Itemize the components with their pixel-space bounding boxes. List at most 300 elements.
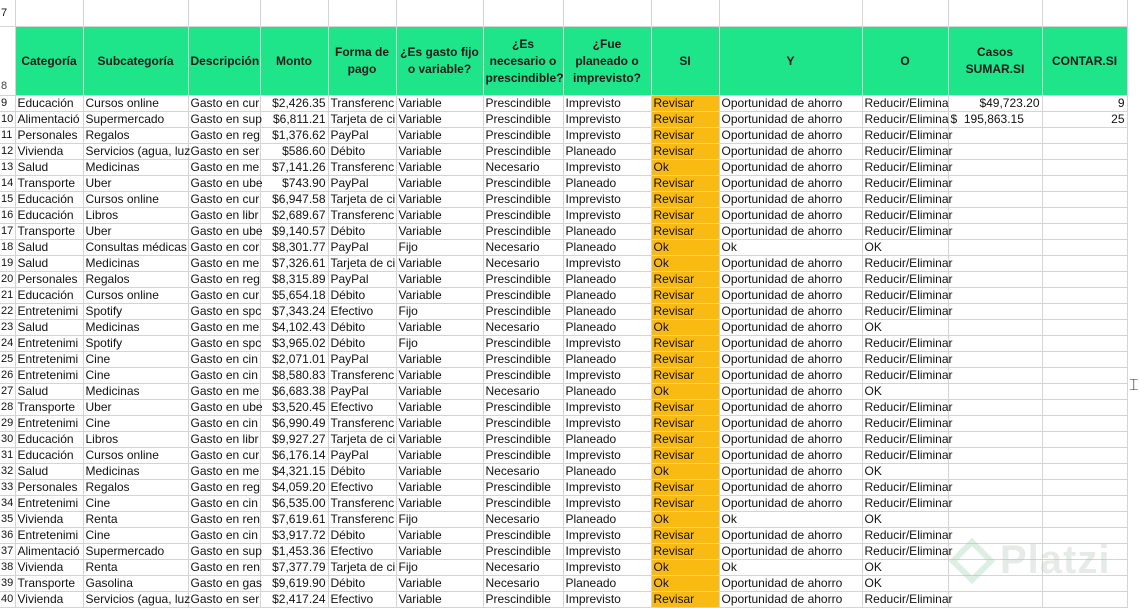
cell-necesario-prescindible[interactable]: Necesario — [483, 560, 563, 576]
cell-fijo-variable[interactable]: Variable — [396, 224, 483, 240]
cell-y[interactable]: Oportunidad de ahorro — [719, 336, 862, 352]
cell-forma-de-pago[interactable]: Débito — [328, 464, 396, 480]
cell-fijo-variable[interactable]: Variable — [396, 208, 483, 224]
cell-descripcion[interactable]: Gasto en cur — [188, 448, 260, 464]
cell-monto[interactable]: $2,417.24 — [260, 592, 328, 608]
cell-si[interactable]: Ok — [651, 256, 719, 272]
cell-forma-de-pago[interactable]: Efectivo — [328, 480, 396, 496]
cell[interactable] — [83, 0, 188, 27]
cell-planeado-imprevisto[interactable]: Imprevisto — [563, 496, 651, 512]
cell-monto[interactable]: $8,301.77 — [260, 240, 328, 256]
cell-o[interactable]: Reducir/Elimina — [862, 96, 948, 112]
cell-y[interactable]: Oportunidad de ahorro — [719, 272, 862, 288]
cell-contar-si[interactable] — [1042, 592, 1127, 608]
cell-sumar-si[interactable] — [948, 496, 1042, 512]
cell-monto[interactable]: $9,927.27 — [260, 432, 328, 448]
cell-contar-si[interactable] — [1042, 240, 1127, 256]
cell-descripcion[interactable]: Gasto en cin — [188, 496, 260, 512]
cell-monto[interactable]: $1,376.62 — [260, 128, 328, 144]
cell-categoria[interactable]: Transporte — [15, 224, 83, 240]
cell-y[interactable]: Oportunidad de ahorro — [719, 416, 862, 432]
cell-monto[interactable]: $5,654.18 — [260, 288, 328, 304]
cell-necesario-prescindible[interactable]: Necesario — [483, 240, 563, 256]
cell-contar-si[interactable] — [1042, 256, 1127, 272]
cell-forma-de-pago[interactable]: PayPal — [328, 128, 396, 144]
cell-contar-si[interactable] — [1042, 512, 1127, 528]
cell-subcategoria[interactable]: Spotify — [83, 336, 188, 352]
cell-monto[interactable]: $8,315.89 — [260, 272, 328, 288]
cell-planeado-imprevisto[interactable]: Imprevisto — [563, 208, 651, 224]
cell-si[interactable]: Ok — [651, 160, 719, 176]
cell-o[interactable]: OK — [862, 240, 948, 256]
row-number[interactable]: 33 — [0, 480, 15, 496]
cell-descripcion[interactable]: Gasto en ube — [188, 224, 260, 240]
cell-forma-de-pago[interactable]: Débito — [328, 336, 396, 352]
cell-descripcion[interactable]: Gasto en cur — [188, 96, 260, 112]
cell-monto[interactable]: $6,535.00 — [260, 496, 328, 512]
cell-sumar-si[interactable] — [948, 416, 1042, 432]
row-number[interactable]: 30 — [0, 432, 15, 448]
cell-sumar-si[interactable] — [948, 368, 1042, 384]
cell-y[interactable]: Oportunidad de ahorro — [719, 496, 862, 512]
cell-y[interactable]: Oportunidad de ahorro — [719, 464, 862, 480]
cell-planeado-imprevisto[interactable]: Imprevisto — [563, 448, 651, 464]
cell-si[interactable]: Revisar — [651, 336, 719, 352]
cell-categoria[interactable]: Personales — [15, 128, 83, 144]
cell-fijo-variable[interactable]: Fijo — [396, 240, 483, 256]
cell-planeado-imprevisto[interactable]: Planeado — [563, 240, 651, 256]
row-number[interactable]: 15 — [0, 192, 15, 208]
cell[interactable] — [188, 0, 260, 27]
cell-planeado-imprevisto[interactable]: Planeado — [563, 512, 651, 528]
row-number[interactable]: 31 — [0, 448, 15, 464]
cell-forma-de-pago[interactable]: Débito — [328, 576, 396, 592]
cell-planeado-imprevisto[interactable]: Planeado — [563, 272, 651, 288]
row-number[interactable]: 24 — [0, 336, 15, 352]
cell-si[interactable]: Revisar — [651, 304, 719, 320]
cell-forma-de-pago[interactable]: Transferenc — [328, 208, 396, 224]
cell-forma-de-pago[interactable]: Transferenc — [328, 160, 396, 176]
cell-planeado-imprevisto[interactable]: Imprevisto — [563, 544, 651, 560]
cell-subcategoria[interactable]: Cursos online — [83, 448, 188, 464]
cell-sumar-si[interactable] — [948, 464, 1042, 480]
cell-descripcion[interactable]: Gasto en ser — [188, 592, 260, 608]
cell-subcategoria[interactable]: Regalos — [83, 128, 188, 144]
cell-categoria[interactable]: Vivienda — [15, 560, 83, 576]
cell-forma-de-pago[interactable]: PayPal — [328, 176, 396, 192]
cell-sumar-si[interactable] — [948, 480, 1042, 496]
cell-forma-de-pago[interactable]: Efectivo — [328, 400, 396, 416]
cell-subcategoria[interactable]: Cine — [83, 496, 188, 512]
cell-o[interactable]: Reducir/Eliminar — [862, 160, 948, 176]
cell-monto[interactable]: $2,426.35 — [260, 96, 328, 112]
cell-fijo-variable[interactable]: Variable — [396, 112, 483, 128]
cell-fijo-variable[interactable]: Variable — [396, 432, 483, 448]
cell-si[interactable]: Ok — [651, 240, 719, 256]
cell-descripcion[interactable]: Gasto en me — [188, 160, 260, 176]
cell-o[interactable]: Reducir/Eliminar — [862, 528, 948, 544]
cell-sumar-si[interactable] — [948, 176, 1042, 192]
cell-si[interactable]: Revisar — [651, 128, 719, 144]
header-casos-sumar-si[interactable]: Casos SUMAR.SI — [948, 27, 1042, 96]
cell-planeado-imprevisto[interactable]: Planeado — [563, 224, 651, 240]
cell-y[interactable]: Oportunidad de ahorro — [719, 256, 862, 272]
cell-descripcion[interactable]: Gasto en ren — [188, 560, 260, 576]
cell-necesario-prescindible[interactable]: Prescindible — [483, 528, 563, 544]
cell-y[interactable]: Oportunidad de ahorro — [719, 176, 862, 192]
cell-sumar-si[interactable] — [948, 144, 1042, 160]
cell-fijo-variable[interactable]: Fijo — [396, 512, 483, 528]
cell-contar-si[interactable] — [1042, 320, 1127, 336]
cell-o[interactable]: OK — [862, 560, 948, 576]
cell-y[interactable]: Oportunidad de ahorro — [719, 528, 862, 544]
row-number[interactable]: 40 — [0, 592, 15, 608]
cell-si[interactable]: Revisar — [651, 592, 719, 608]
cell-fijo-variable[interactable]: Variable — [396, 96, 483, 112]
cell-subcategoria[interactable]: Renta — [83, 512, 188, 528]
cell-fijo-variable[interactable]: Variable — [396, 496, 483, 512]
cell-contar-si[interactable] — [1042, 128, 1127, 144]
cell-si[interactable]: Revisar — [651, 224, 719, 240]
cell-descripcion[interactable]: Gasto en cin — [188, 416, 260, 432]
cell-necesario-prescindible[interactable]: Prescindible — [483, 544, 563, 560]
cell-y[interactable]: Oportunidad de ahorro — [719, 592, 862, 608]
header-y[interactable]: Y — [719, 27, 862, 96]
cell-y[interactable]: Oportunidad de ahorro — [719, 128, 862, 144]
header-planeado-imprevisto[interactable]: ¿Fue planeado o imprevisto? — [563, 27, 651, 96]
cell-contar-si[interactable] — [1042, 496, 1127, 512]
header-monto[interactable]: Monto — [260, 27, 328, 96]
cell-categoria[interactable]: Educación — [15, 432, 83, 448]
cell-forma-de-pago[interactable]: Transferenc — [328, 416, 396, 432]
cell-planeado-imprevisto[interactable]: Imprevisto — [563, 400, 651, 416]
cell-monto[interactable]: $1,453.36 — [260, 544, 328, 560]
cell-fijo-variable[interactable]: Variable — [396, 464, 483, 480]
cell-o[interactable]: OK — [862, 464, 948, 480]
cell-sumar-si[interactable] — [948, 400, 1042, 416]
cell-fijo-variable[interactable]: Variable — [396, 288, 483, 304]
cell-si[interactable]: Ok — [651, 384, 719, 400]
cell-fijo-variable[interactable]: Variable — [396, 144, 483, 160]
cell-fijo-variable[interactable]: Variable — [396, 176, 483, 192]
cell-o[interactable]: Reducir/Eliminar — [862, 304, 948, 320]
cell-fijo-variable[interactable]: Variable — [396, 368, 483, 384]
cell-sumar-si[interactable] — [948, 384, 1042, 400]
cell-categoria[interactable]: Salud — [15, 384, 83, 400]
cell-monto[interactable]: $3,520.45 — [260, 400, 328, 416]
cell-descripcion[interactable]: Gasto en reg — [188, 272, 260, 288]
cell-contar-si[interactable] — [1042, 480, 1127, 496]
cell-categoria[interactable]: Educación — [15, 192, 83, 208]
cell-o[interactable]: Reducir/Eliminar — [862, 352, 948, 368]
cell-forma-de-pago[interactable]: Transferenc — [328, 368, 396, 384]
cell-subcategoria[interactable]: Medicinas — [83, 384, 188, 400]
cell-contar-si[interactable] — [1042, 464, 1127, 480]
cell-necesario-prescindible[interactable]: Prescindible — [483, 224, 563, 240]
cell-categoria[interactable]: Educación — [15, 288, 83, 304]
cell-fijo-variable[interactable]: Variable — [396, 128, 483, 144]
cell-si[interactable]: Ok — [651, 576, 719, 592]
cell-categoria[interactable]: Entretenimi — [15, 416, 83, 432]
cell-categoria[interactable]: Entretenimi — [15, 368, 83, 384]
cell-y[interactable]: Ok — [719, 240, 862, 256]
cell-planeado-imprevisto[interactable]: Planeado — [563, 384, 651, 400]
row-number[interactable]: 32 — [0, 464, 15, 480]
cell-forma-de-pago[interactable]: PayPal — [328, 384, 396, 400]
header-contar-si[interactable]: CONTAR.SI — [1042, 27, 1127, 96]
cell-sumar-si[interactable] — [948, 592, 1042, 608]
cell-si[interactable]: Revisar — [651, 480, 719, 496]
cell-planeado-imprevisto[interactable]: Imprevisto — [563, 528, 651, 544]
row-number[interactable]: 25 — [0, 352, 15, 368]
cell-subcategoria[interactable]: Supermercado — [83, 544, 188, 560]
cell-categoria[interactable]: Entretenimi — [15, 496, 83, 512]
cell-forma-de-pago[interactable]: Débito — [328, 320, 396, 336]
cell-y[interactable]: Oportunidad de ahorro — [719, 448, 862, 464]
cell-o[interactable]: Reducir/Eliminar — [862, 416, 948, 432]
cell-monto[interactable]: $7,377.79 — [260, 560, 328, 576]
cell-sumar-si[interactable] — [948, 512, 1042, 528]
cell-categoria[interactable]: Vivienda — [15, 144, 83, 160]
cell-monto[interactable]: $4,059.20 — [260, 480, 328, 496]
cell-sumar-si[interactable] — [948, 288, 1042, 304]
header-fijo-variable[interactable]: ¿Es gasto fijo o variable? — [396, 27, 483, 96]
cell-fijo-variable[interactable]: Variable — [396, 544, 483, 560]
cell-y[interactable]: Oportunidad de ahorro — [719, 96, 862, 112]
cell-monto[interactable]: $3,965.02 — [260, 336, 328, 352]
cell-descripcion[interactable]: Gasto en me — [188, 384, 260, 400]
cell-categoria[interactable]: Entretenimi — [15, 304, 83, 320]
cell-descripcion[interactable]: Gasto en cin — [188, 528, 260, 544]
cell-forma-de-pago[interactable]: Transferenc — [328, 512, 396, 528]
cell-descripcion[interactable]: Gasto en me — [188, 464, 260, 480]
cell-monto[interactable]: $6,947.58 — [260, 192, 328, 208]
cell-necesario-prescindible[interactable]: Prescindible — [483, 96, 563, 112]
cell-contar-si[interactable] — [1042, 432, 1127, 448]
row-number[interactable]: 14 — [0, 176, 15, 192]
cell-descripcion[interactable]: Gasto en cin — [188, 352, 260, 368]
cell-sumar-si[interactable] — [948, 240, 1042, 256]
cell-fijo-variable[interactable]: Variable — [396, 528, 483, 544]
cell-y[interactable]: Oportunidad de ahorro — [719, 224, 862, 240]
cell-si[interactable]: Revisar — [651, 544, 719, 560]
cell-subcategoria[interactable]: Medicinas — [83, 256, 188, 272]
cell-planeado-imprevisto[interactable]: Planeado — [563, 464, 651, 480]
cell-contar-si[interactable] — [1042, 368, 1127, 384]
cell-y[interactable]: Oportunidad de ahorro — [719, 288, 862, 304]
cell-necesario-prescindible[interactable]: Prescindible — [483, 480, 563, 496]
cell-categoria[interactable]: Transporte — [15, 576, 83, 592]
row-number[interactable]: 17 — [0, 224, 15, 240]
cell-o[interactable]: Reducir/Eliminar — [862, 432, 948, 448]
row-number[interactable]: 39 — [0, 576, 15, 592]
cell-y[interactable]: Oportunidad de ahorro — [719, 304, 862, 320]
cell-subcategoria[interactable]: Cursos online — [83, 192, 188, 208]
cell-categoria[interactable]: Personales — [15, 480, 83, 496]
cell-fijo-variable[interactable]: Variable — [396, 592, 483, 608]
cell-planeado-imprevisto[interactable]: Imprevisto — [563, 480, 651, 496]
cell-sumar-si[interactable] — [948, 336, 1042, 352]
cell-forma-de-pago[interactable]: Efectivo — [328, 544, 396, 560]
cell-necesario-prescindible[interactable]: Prescindible — [483, 128, 563, 144]
cell-descripcion[interactable]: Gasto en gas — [188, 576, 260, 592]
cell-si[interactable]: Revisar — [651, 272, 719, 288]
cell-si[interactable]: Revisar — [651, 144, 719, 160]
cell-sumar-si[interactable] — [948, 304, 1042, 320]
cell-fijo-variable[interactable]: Variable — [396, 480, 483, 496]
cell-subcategoria[interactable]: Servicios (agua, luz — [83, 592, 188, 608]
header-subcategoria[interactable]: Subcategoría — [83, 27, 188, 96]
cell-descripcion[interactable]: Gasto en reg — [188, 480, 260, 496]
row-number[interactable]: 23 — [0, 320, 15, 336]
cell-fijo-variable[interactable]: Variable — [396, 400, 483, 416]
cell-si[interactable]: Revisar — [651, 368, 719, 384]
cell-si[interactable]: Revisar — [651, 192, 719, 208]
cell-si[interactable]: Ok — [651, 560, 719, 576]
cell-fijo-variable[interactable]: Variable — [396, 256, 483, 272]
cell-contar-si[interactable] — [1042, 176, 1127, 192]
cell[interactable] — [260, 0, 328, 27]
cell-planeado-imprevisto[interactable]: Imprevisto — [563, 336, 651, 352]
cell-fijo-variable[interactable]: Variable — [396, 448, 483, 464]
cell-subcategoria[interactable]: Cursos online — [83, 96, 188, 112]
cell-monto[interactable]: $3,917.72 — [260, 528, 328, 544]
cell-necesario-prescindible[interactable]: Prescindible — [483, 592, 563, 608]
cell-contar-si[interactable] — [1042, 304, 1127, 320]
cell-descripcion[interactable]: Gasto en cur — [188, 288, 260, 304]
cell-o[interactable]: Reducir/Eliminar — [862, 288, 948, 304]
cell-o[interactable]: OK — [862, 384, 948, 400]
cell-categoria[interactable]: Alimentació — [15, 544, 83, 560]
cell-necesario-prescindible[interactable]: Prescindible — [483, 368, 563, 384]
cell-planeado-imprevisto[interactable]: Planeado — [563, 304, 651, 320]
cell-sumar-si[interactable] — [948, 128, 1042, 144]
cell-forma-de-pago[interactable]: Tarjeta de ci — [328, 560, 396, 576]
cell-o[interactable]: Reducir/Eliminar — [862, 448, 948, 464]
cell-descripcion[interactable]: Gasto en reg — [188, 128, 260, 144]
cell[interactable] — [396, 0, 483, 27]
cell-y[interactable]: Oportunidad de ahorro — [719, 480, 862, 496]
cell-si[interactable]: Revisar — [651, 400, 719, 416]
row-number[interactable]: 19 — [0, 256, 15, 272]
cell-planeado-imprevisto[interactable]: Planeado — [563, 432, 651, 448]
header-o[interactable]: O — [862, 27, 948, 96]
cell-fijo-variable[interactable]: Fijo — [396, 560, 483, 576]
cell-contar-si[interactable] — [1042, 192, 1127, 208]
cell-fijo-variable[interactable]: Fijo — [396, 304, 483, 320]
cell-y[interactable]: Oportunidad de ahorro — [719, 320, 862, 336]
cell-sumar-si[interactable] — [948, 208, 1042, 224]
cell-subcategoria[interactable]: Spotify — [83, 304, 188, 320]
cell-y[interactable]: Oportunidad de ahorro — [719, 112, 862, 128]
cell-si[interactable]: Revisar — [651, 448, 719, 464]
cell-contar-si[interactable] — [1042, 272, 1127, 288]
cell-sumar-si[interactable]: $ 195,863.15 — [948, 112, 1042, 128]
cell-descripcion[interactable]: Gasto en ser — [188, 144, 260, 160]
cell-categoria[interactable]: Salud — [15, 320, 83, 336]
cell-forma-de-pago[interactable]: Tarjeta de ci — [328, 256, 396, 272]
cell-o[interactable]: Reducir/Eliminar — [862, 480, 948, 496]
cell-si[interactable]: Revisar — [651, 96, 719, 112]
cell-necesario-prescindible[interactable]: Prescindible — [483, 400, 563, 416]
row-number[interactable]: 21 — [0, 288, 15, 304]
cell-si[interactable]: Revisar — [651, 432, 719, 448]
cell-categoria[interactable]: Transporte — [15, 176, 83, 192]
cell-monto[interactable]: $4,102.43 — [260, 320, 328, 336]
cell-monto[interactable]: $6,811.21 — [260, 112, 328, 128]
cell-planeado-imprevisto[interactable]: Imprevisto — [563, 560, 651, 576]
cell-categoria[interactable]: Entretenimi — [15, 352, 83, 368]
cell-monto[interactable]: $6,176.14 — [260, 448, 328, 464]
cell-o[interactable]: Reducir/Eliminar — [862, 592, 948, 608]
cell-sumar-si[interactable] — [948, 256, 1042, 272]
cell-subcategoria[interactable]: Consultas médicas — [83, 240, 188, 256]
row-number[interactable]: 11 — [0, 128, 15, 144]
row-number[interactable]: 29 — [0, 416, 15, 432]
cell-contar-si[interactable] — [1042, 384, 1127, 400]
cell-y[interactable]: Oportunidad de ahorro — [719, 576, 862, 592]
cell-descripcion[interactable]: Gasto en libr — [188, 208, 260, 224]
cell-sumar-si[interactable] — [948, 224, 1042, 240]
cell-o[interactable]: Reducir/Eliminar — [862, 272, 948, 288]
row-number[interactable]: 22 — [0, 304, 15, 320]
cell-y[interactable]: Oportunidad de ahorro — [719, 368, 862, 384]
cell[interactable] — [651, 0, 719, 27]
row-number[interactable]: 7 — [0, 0, 15, 27]
cell-subcategoria[interactable]: Medicinas — [83, 160, 188, 176]
cell-fijo-variable[interactable]: Variable — [396, 192, 483, 208]
cell-o[interactable]: Reducir/Eliminar — [862, 368, 948, 384]
cell-forma-de-pago[interactable]: Tarjeta de ci — [328, 432, 396, 448]
cell-o[interactable]: Reducir/Eliminar — [862, 208, 948, 224]
cell-monto[interactable]: $9,140.57 — [260, 224, 328, 240]
cell-forma-de-pago[interactable]: Débito — [328, 224, 396, 240]
cell-sumar-si[interactable] — [948, 160, 1042, 176]
cell-si[interactable]: Revisar — [651, 288, 719, 304]
cell-y[interactable]: Ok — [719, 560, 862, 576]
cell-subcategoria[interactable]: Cine — [83, 416, 188, 432]
cell-monto[interactable]: $4,321.15 — [260, 464, 328, 480]
cell-fijo-variable[interactable]: Variable — [396, 352, 483, 368]
cell-forma-de-pago[interactable]: Transferenc — [328, 96, 396, 112]
cell-monto[interactable]: $6,990.49 — [260, 416, 328, 432]
cell-descripcion[interactable]: Gasto en ren — [188, 512, 260, 528]
row-number[interactable]: 18 — [0, 240, 15, 256]
cell-categoria[interactable]: Personales — [15, 272, 83, 288]
cell-si[interactable]: Revisar — [651, 208, 719, 224]
row-number[interactable]: 20 — [0, 272, 15, 288]
cell-o[interactable]: Reducir/Eliminar — [862, 176, 948, 192]
cell[interactable] — [719, 0, 862, 27]
cell-subcategoria[interactable]: Gasolina — [83, 576, 188, 592]
cell-o[interactable]: Reducir/Eliminar — [862, 544, 948, 560]
header-necesario-prescindible[interactable]: ¿Es necesario o prescindible? — [483, 27, 563, 96]
cell-subcategoria[interactable]: Cine — [83, 528, 188, 544]
cell-necesario-prescindible[interactable]: Prescindible — [483, 112, 563, 128]
cell-y[interactable]: Oportunidad de ahorro — [719, 208, 862, 224]
cell-categoria[interactable]: Entretenimi — [15, 528, 83, 544]
cell-categoria[interactable]: Alimentació — [15, 112, 83, 128]
cell-si[interactable]: Ok — [651, 512, 719, 528]
row-number[interactable]: 35 — [0, 512, 15, 528]
header-si[interactable]: SI — [651, 27, 719, 96]
cell-planeado-imprevisto[interactable]: Imprevisto — [563, 416, 651, 432]
cell-planeado-imprevisto[interactable]: Imprevisto — [563, 592, 651, 608]
cell-descripcion[interactable]: Gasto en spc — [188, 304, 260, 320]
cell-planeado-imprevisto[interactable]: Planeado — [563, 576, 651, 592]
cell-contar-si[interactable] — [1042, 288, 1127, 304]
cell-o[interactable]: Reducir/Eliminar — [862, 144, 948, 160]
